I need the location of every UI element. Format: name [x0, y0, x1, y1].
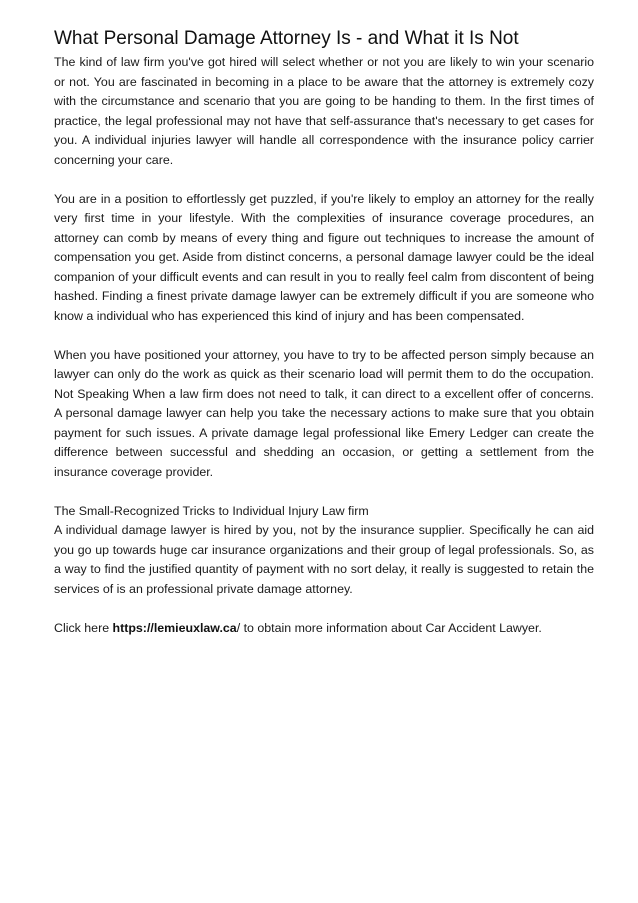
paragraph-hired-by-you: A individual damage lawyer is hired by you, not by the insurance supplier. Specifically he can aid you go up towards huge car insurance organizations and their group of legal professionals. So, as a way to find the justified quantity of payment with no sort delay, it really is suggested to retain the services of is an professional private damage attorney.	[54, 523, 594, 596]
page-title: What Personal Damage Attorney Is - and What it Is Not	[54, 28, 519, 49]
lemieuxlaw-link[interactable]: https://lemieuxlaw.ca	[112, 620, 237, 635]
cta-suffix: / to obtain more information about Car Accident Lawyer.	[236, 620, 542, 635]
paragraph-intro: The kind of law firm you've got hired will select whether or not you are likely to win your scenario or not. You are fascinated in becoming in a place to be aware that the attorney is extremely cozy with the circumstance and scenario that you are going to be handing to them. In the first times of practice, the legal professional may not have that self-assurance that's necessary to get cases for you. A individual injuries lawyer will handle all correspondence with the insurance policy carrier concerning your care.	[54, 55, 594, 167]
call-to-action	[54, 619, 594, 639]
cta-prefix: Click here	[54, 620, 113, 635]
paragraph-positioned-attorney: When you have positioned your attorney, you have to try to be affected person simply because an lawyer can only do the work as quick as their scenario load will permit them to do the occupation. Not Speaking When a law firm does not need to talk, it can direct to a excellent offer of concerns. A personal damage lawyer can help you take the necessary actions to make sure that you obtain payment for such issues. A private damage legal professional like Emery Ledger can create the difference between successful and shedding an occasion, or getting a settlement from the insurance coverage provider.	[54, 347, 594, 479]
document-page	[54, 27, 594, 658]
subheading: The Small-Recognized Tricks to Individual Injury Law firm	[54, 503, 369, 518]
paragraph-complexities: You are in a position to effortlessly get puzzled, if you're likely to employ an attorney for the really very first time in your lifestyle. With the complexities of insurance coverage procedures, an attorney can comb by means of every thing and figure out techniques to increase the amount of compensation you get. Aside from distinct concerns, a personal damage lawyer could be the ideal companion of your difficult events and can result in you to really feel calm from discontent of being hashed. Finding a finest private damage lawyer can be extremely difficult if you are someone who know a individual who has experienced this kind of injury and has been compensated.	[54, 191, 594, 323]
